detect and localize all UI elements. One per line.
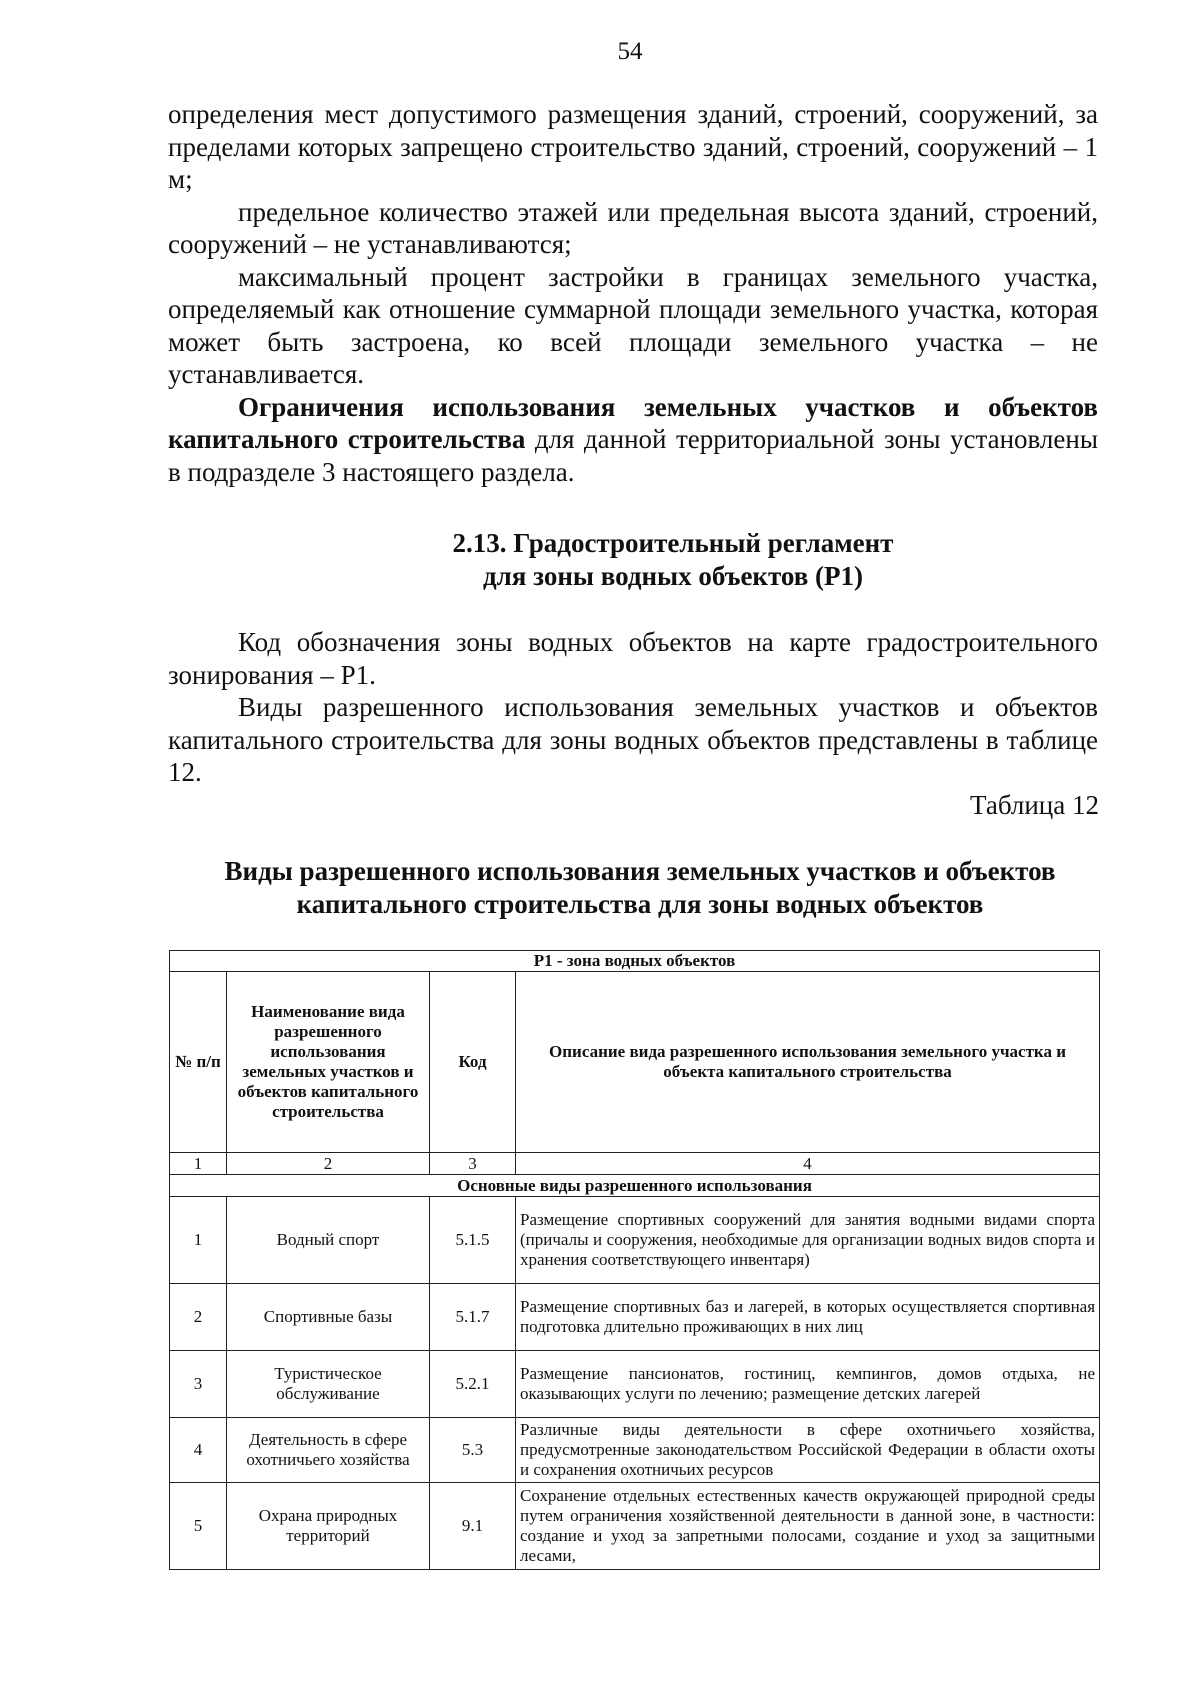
table-header-row (170, 972, 1100, 1153)
paragraph-coverage: максимальный процент застройки в границах земельного участка, определяемый как отношение суммарной площади земельного участка, которая может быть застроена, ко всей площади земельного участка – не устанавливается. (168, 261, 1098, 389)
table-row (170, 1483, 1100, 1570)
table-number: Таблица 12 (970, 790, 1099, 820)
column-number-cell: 3 (430, 1153, 516, 1175)
paragraph-zone-code: Код обозначения зоны водных объектов на карте градостроительного зонирования – Р1. (168, 627, 1098, 690)
row-name-cell: Туристическое обслуживание (227, 1351, 430, 1418)
header-name: Наименование вида разрешенного использования земельных участков и объектов капитального строительства (227, 972, 430, 1153)
paragraph-setback: определения мест допустимого размещения зданий, строений, сооружений, за пределами которых запрещено строительство зданий, строений, сооружений – 1 м; (168, 99, 1098, 194)
table-title-line-1: Виды разрешенного использования земельных участков и объектов (224, 856, 1056, 886)
section-heading (168, 527, 1178, 593)
table-row (170, 1284, 1100, 1351)
row-name-cell: Водный спорт (227, 1197, 430, 1284)
paragraph-floors: предельное количество этажей или предельная высота зданий, строений, сооружений – не устанавливаются; (168, 196, 1098, 259)
paragraph-table-reference: Виды разрешенного использования земельных участков и объектов капитального строительства для зоны водных объектов представлены в таблице 12. (168, 692, 1098, 787)
column-number-row (170, 1153, 1100, 1175)
restrictions-rest-text: для данной территориальной зоны установлены в подразделе 3 настоящего раздела. (168, 424, 1098, 487)
table-title-line-2: капитального строительства для зоны водных объектов (296, 889, 984, 919)
row-description-cell: Размещение пансионатов, гостиниц, кемпингов, домов отдыха, не оказывающих услуги по лечению; размещение детских лагерей (516, 1351, 1100, 1418)
column-number-cell: 2 (227, 1153, 430, 1175)
intro-text-block (168, 98, 1098, 488)
row-number-cell: 4 (170, 1418, 227, 1483)
row-code-cell: 9.1 (430, 1483, 516, 1570)
land-use-table (169, 950, 1100, 1570)
zone-label-cell: Р1 - зона водных объектов (170, 951, 1100, 972)
row-code-cell: 5.1.5 (430, 1197, 516, 1284)
row-name-cell: Спортивные базы (227, 1284, 430, 1351)
section-label-cell: Основные виды разрешенного использования (170, 1175, 1100, 1197)
row-number-cell: 3 (170, 1351, 227, 1418)
zone-text-block (168, 626, 1098, 789)
row-name-cell: Деятельность в сфере охотничьего хозяйства (227, 1418, 430, 1483)
table-section-row (170, 1175, 1100, 1197)
row-number-cell: 2 (170, 1284, 227, 1351)
row-number-cell: 1 (170, 1197, 227, 1284)
table-row (170, 1197, 1100, 1284)
header-num: № п/п (170, 972, 227, 1153)
paragraph-restrictions (168, 391, 1098, 489)
row-description-cell: Различные виды деятельности в сфере охотничьего хозяйства, предусмотренные законодательством Российской Федерации в области охоты и сохранения охотничьих ресурсов (516, 1418, 1100, 1483)
section-heading-line-2: для зоны водных объектов (Р1) (482, 561, 864, 591)
row-code-cell: 5.1.7 (430, 1284, 516, 1351)
column-number-cell: 4 (516, 1153, 1100, 1175)
row-number-cell: 5 (170, 1483, 227, 1570)
row-code-cell: 5.2.1 (430, 1351, 516, 1418)
section-heading-line-1: 2.13. Градостроительный регламент (452, 528, 894, 558)
table-title (150, 855, 1130, 921)
row-code-cell: 5.3 (430, 1418, 516, 1483)
header-description: Описание вида разрешенного использования земельного участка и объекта капитального строительства (516, 972, 1100, 1153)
table-row (170, 1418, 1100, 1483)
row-description-cell: Размещение спортивных баз и лагерей, в которых осуществляется спортивная подготовка длительно проживающих в них лиц (516, 1284, 1100, 1351)
table-row (170, 1351, 1100, 1418)
table-zone-row (170, 951, 1100, 972)
row-description-cell: Сохранение отдельных естественных качеств окружающей природной среды путем ограничения хозяйственной деятельности в данной зоне, в частности: создание и уход за запретными полосами, создание и уход за защитными лесами, (516, 1483, 1100, 1570)
column-number-cell: 1 (170, 1153, 227, 1175)
row-name-cell: Охрана природных территорий (227, 1483, 430, 1570)
restrictions-bold-text: Ограничения использования земельных участков и объектов капитального строительства (168, 391, 1098, 454)
row-description-cell: Размещение спортивных сооружений для занятия водными видами спорта (причалы и сооружения, необходимые для организации водных видов спорта и хранения соответствующего инвентаря) (516, 1197, 1100, 1284)
header-code: Код (430, 972, 516, 1153)
page-number: 54 (617, 38, 643, 65)
